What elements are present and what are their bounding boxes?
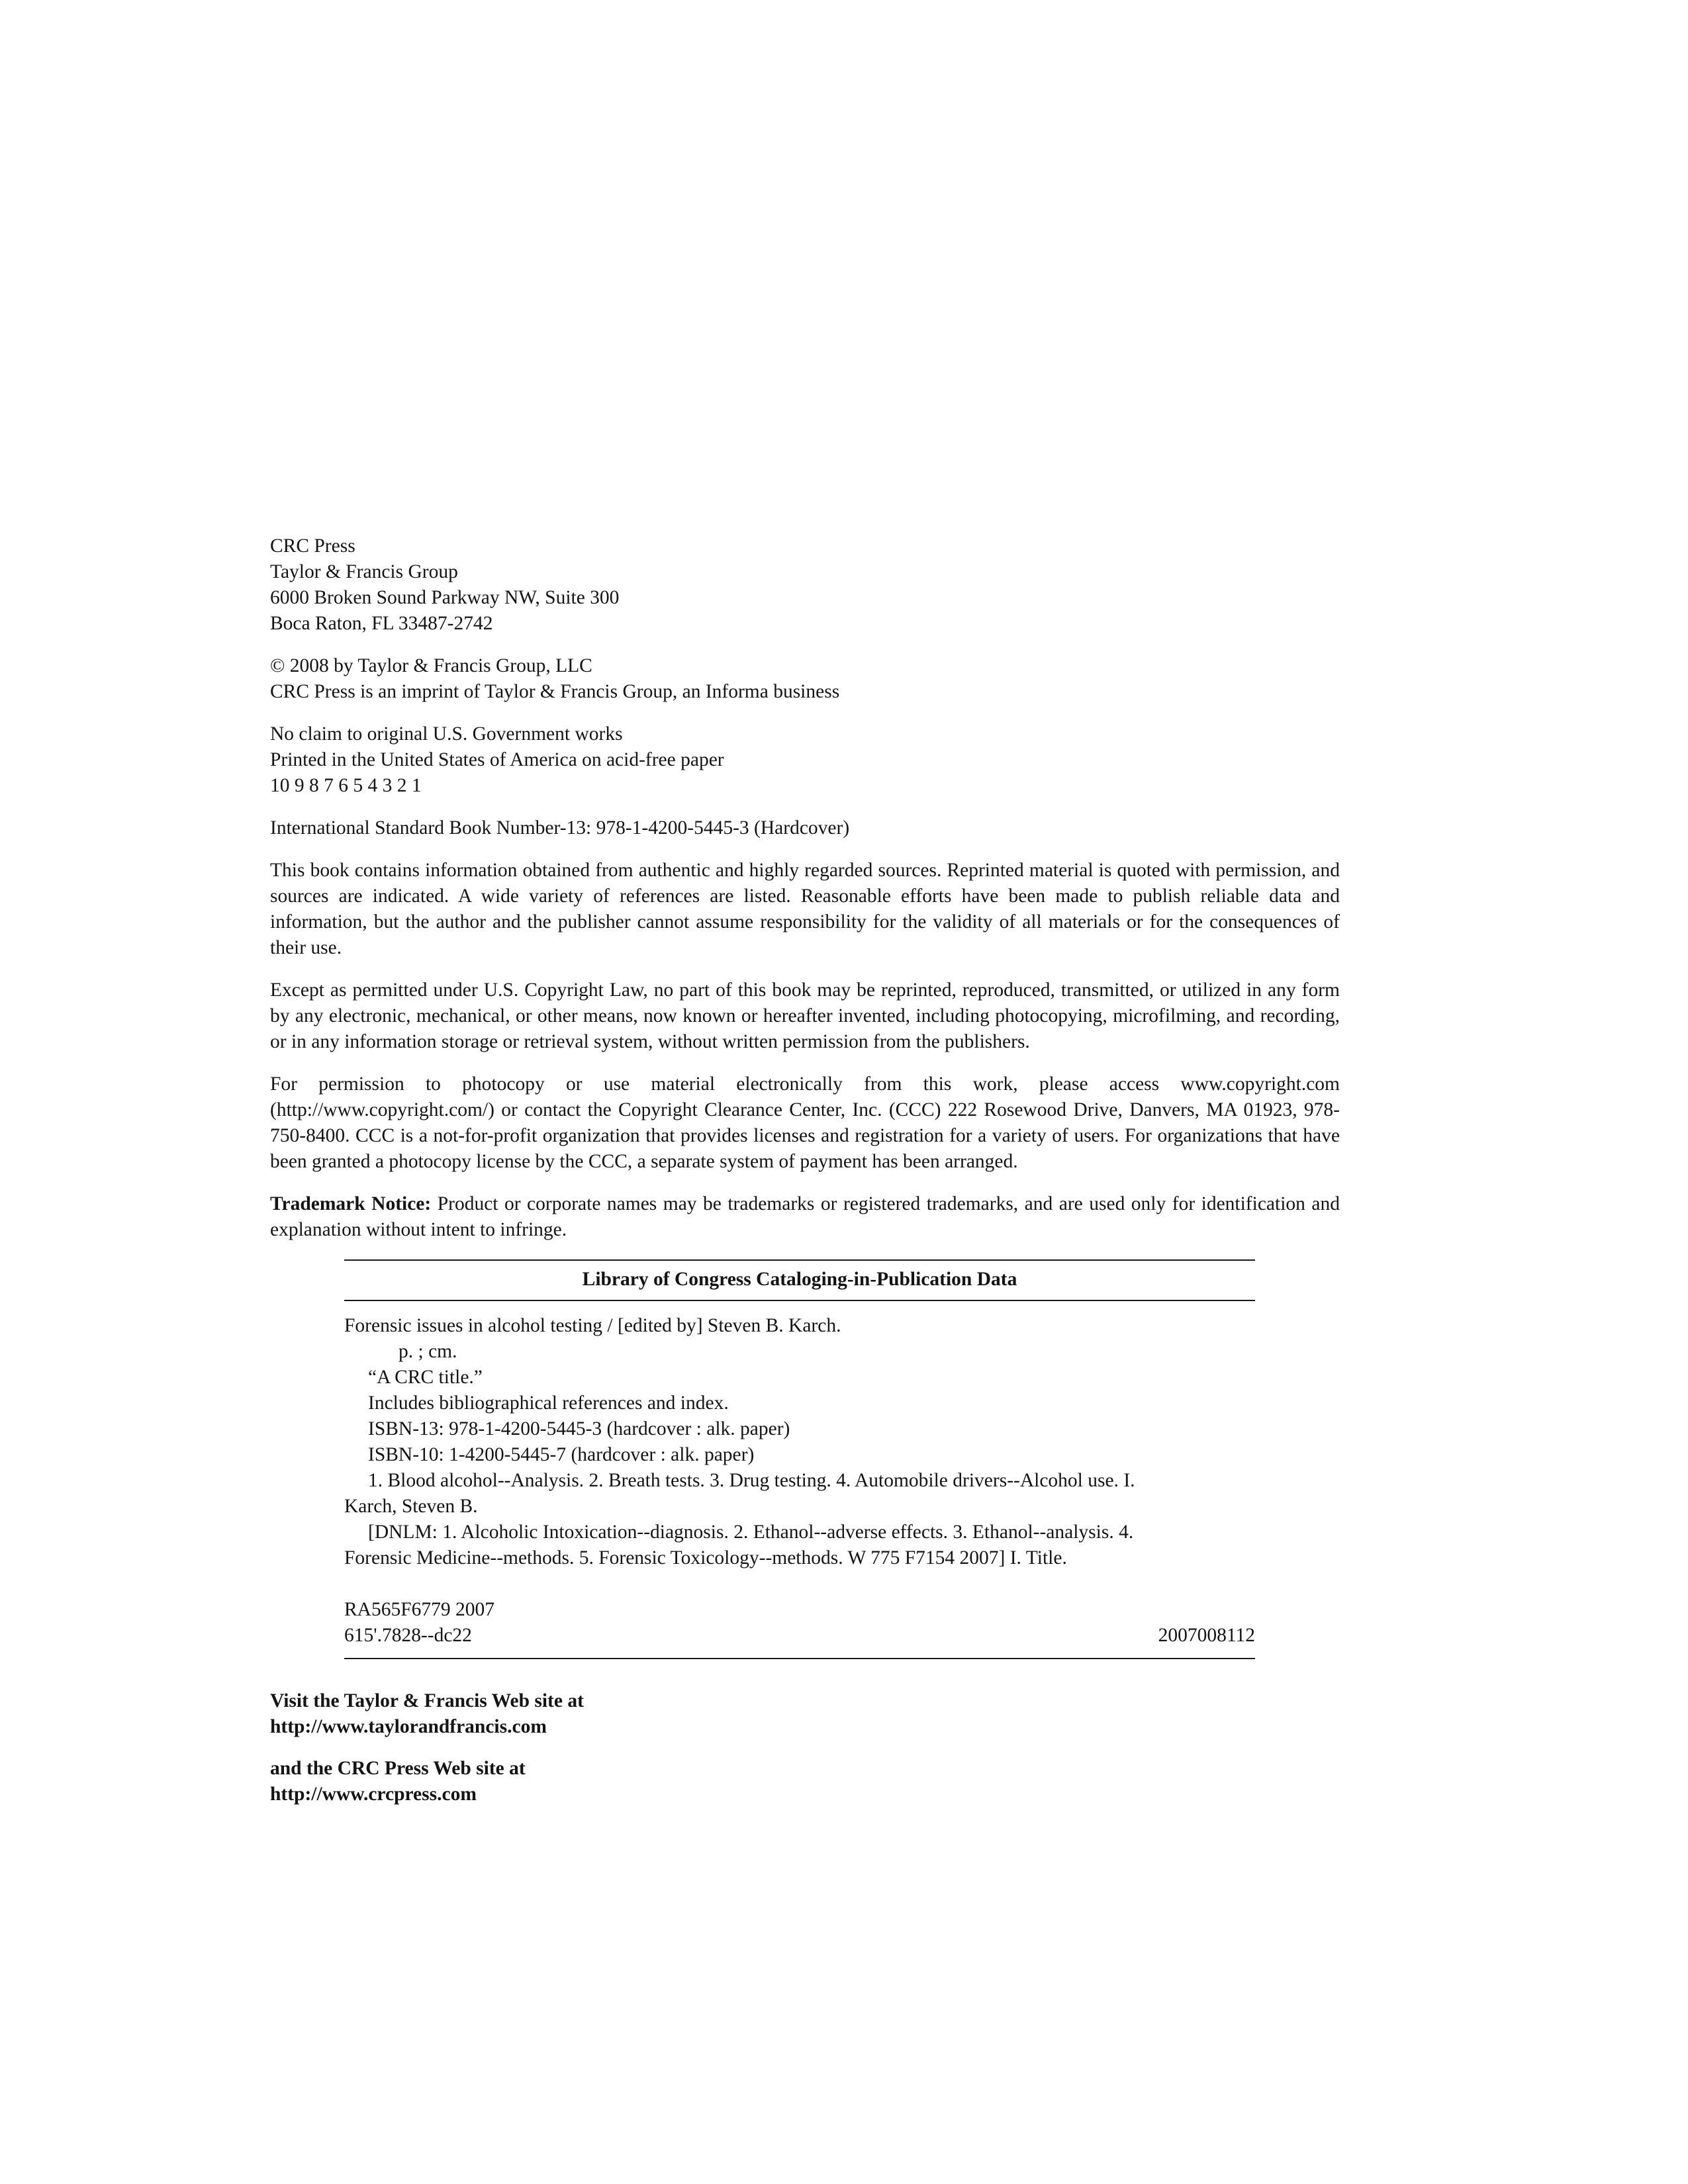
printing-block [270,721,1340,799]
loc-entry-dnlm-line-1: [DNLM: 1. Alcoholic Intoxication--diagnosis. 2. Ethanol--adverse effects. 3. Ethanol--analysis. 4. [368,1522,1134,1543]
loc-entry-dnlm-line-2: Forensic Medicine--methods. 5. Forensic Toxicology--methods. W 775 F7154 2007] I. Title. [344,1547,1067,1569]
publisher-city-state-zip: Boca Raton, FL 33487-2742 [270,613,493,634]
loc-catalog-entry [344,1301,1255,1571]
trademark-notice-paragraph [270,1191,1340,1243]
publisher-group: Taylor & Francis Group [270,561,458,582]
loc-entry-main-line: Forensic issues in alcohol testing / [edited by] Steven B. Karch. [344,1315,841,1336]
loc-cataloging-block [344,1259,1255,1659]
print-run-numbers: 10 9 8 7 6 5 4 3 2 1 [270,775,422,796]
imprint-line: CRC Press is an imprint of Taylor & Francis Group, an Informa business [270,681,840,702]
taylor-francis-site-url: http://www.taylorandfrancis.com [270,1716,547,1737]
crc-press-site-url: http://www.crcpress.com [270,1784,477,1805]
publisher-websites-block [270,1688,1340,1807]
isbn-block [270,815,1340,841]
trademark-notice-text: Product or corporate names may be trademarks or registered trademarks, and are used only for identification and explanation without intent to infringe. [270,1193,1340,1240]
publisher-address-block [270,533,1340,637]
copyright-law-paragraph: Except as permitted under U.S. Copyright Law, no part of this book may be reprinted, reproduced, transmitted, or utilized in any form by any electronic, mechanical, or other means, now known or hereafter invented, including photocopying, microfilming, and recording, or in any information storage or retrieval system, without written permission from the publishers. [270,979,1340,1052]
spacer [270,1740,1340,1756]
loc-bottom-rule [344,1658,1255,1659]
isbn13-line: International Standard Book Number-13: 978-1-4200-5445-3 (Hardcover) [270,817,850,839]
page-content [270,533,1340,1807]
publisher-name: CRC Press [270,535,355,557]
loc-entry-pagination-line: p. ; cm. [399,1341,457,1362]
publisher-street-address: 6000 Broken Sound Parkway NW, Suite 300 [270,587,620,608]
loc-call-number: RA565F6779 2007 [344,1599,495,1620]
taylor-francis-site-label: Visit the Taylor & Francis Web site at [270,1690,584,1711]
photocopy-permission-paragraph: For permission to photocopy or use material electronically from this work, please access www.copyright.com (http://www.copyright.com/) or contact the Copyright Clearance Center, Inc. (CCC) 222 Rosewood Drive, Danvers, MA 01923, 978-750-8400. CCC is a not-for-profit organization that provides licenses and registration for a variety of users. For organizations that have been granted a photocopy license by the CCC, a separate system of payment has been arranged. [270,1073,1340,1172]
printed-in-line: Printed in the United States of America on acid-free paper [270,749,724,770]
loc-entry-isbn13-line: ISBN-13: 978-1-4200-5445-3 (hardcover : alk. paper) [368,1418,790,1439]
loc-dewey-number: 615'.7828--dc22 [344,1625,472,1646]
loc-entry-subjects-line-2: Karch, Steven B. [344,1496,478,1517]
loc-entry-isbn10-line: ISBN-10: 1-4200-5445-7 (hardcover : alk. paper) [368,1444,755,1465]
loc-title: Library of Congress Cataloging-in-Publication Data [582,1269,1017,1290]
crc-press-site-label: and the CRC Press Web site at [270,1758,526,1779]
copyright-block [270,653,1340,705]
no-claim-line: No claim to original U.S. Government works [270,723,623,745]
trademark-notice-label: Trademark Notice: [270,1193,432,1214]
loc-dewey-row [344,1623,1255,1649]
loc-entry-series-line: “A CRC title.” [368,1367,483,1388]
sources-disclaimer-paragraph: This book contains information obtained from authentic and highly regarded sources. Reprinted material is quoted with permission, and sources are indicated. A wide variety of references are listed. Reasonable efforts have been made to publish reliable data and information, but the author and the publisher cannot assume responsibility for the validity of all materials or for the consequences of their use. [270,860,1340,958]
loc-control-number: 2007008112 [1158,1625,1255,1646]
loc-entry-references-line: Includes bibliographical references and index. [368,1392,729,1414]
copyright-line: © 2008 by Taylor & Francis Group, LLC [270,655,592,676]
loc-entry-subjects-line-1: 1. Blood alcohol--Analysis. 2. Breath tests. 3. Drug testing. 4. Automobile drivers--Alcohol use. I. [368,1470,1135,1491]
